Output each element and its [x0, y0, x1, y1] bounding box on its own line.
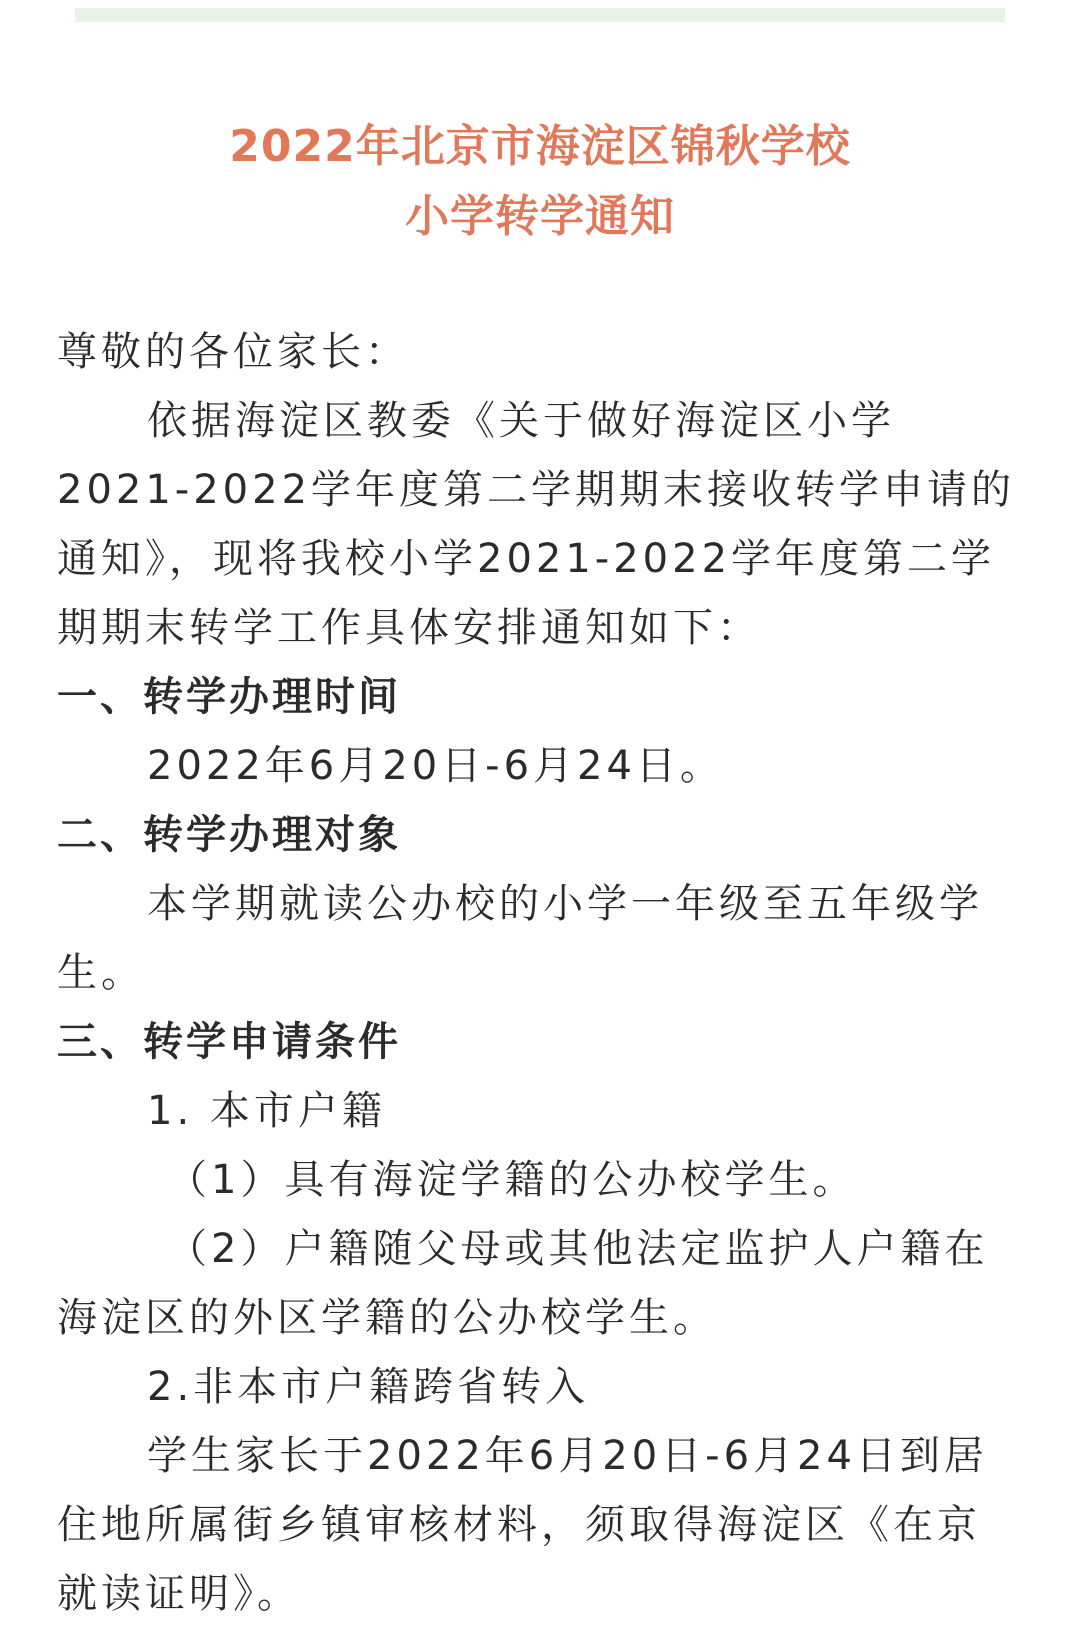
title-line-1: 2022年北京市海淀区锦秋学校 — [229, 121, 851, 172]
item-2-text: 学生家长于2022年6月20日-6月24日到居住地所属街乡镇审核材料，须取得海淀区《在京就读证明》。 — [57, 1433, 988, 1617]
top-divider-bar — [75, 8, 1005, 22]
section-2-heading: 二、转学办理对象 — [57, 812, 401, 858]
item-1-sub-2: （2）户籍随父母或其他法定监护人户籍在海淀区的外区学籍的公办校学生。 — [57, 1226, 989, 1341]
section-1-text: 2022年6月20日-6月24日。 — [147, 743, 724, 789]
notice-title — [0, 112, 1080, 252]
notice-body — [57, 318, 1023, 1629]
item-2-title: 2.非本市户籍跨省转入 — [147, 1364, 590, 1410]
intro-paragraph: 依据海淀区教委《关于做好海淀区小学2021-2022学年度第二学期期末接收转学申请的通知》，现将我校小学2021-2022学年度第二学期期末转学工作具体安排通知如下： — [57, 398, 1016, 651]
section-3-heading: 三、转学申请条件 — [57, 1019, 401, 1065]
section-2-text: 本学期就读公办校的小学一年级至五年级学生。 — [57, 881, 983, 996]
greeting: 尊敬的各位家长： — [57, 329, 409, 375]
item-1-title: 1. 本市户籍 — [147, 1088, 386, 1134]
section-1-heading: 一、转学办理时间 — [57, 674, 401, 720]
title-line-2: 小学转学通知 — [405, 191, 675, 242]
item-1-sub-1: （1）具有海淀学籍的公办校学生。 — [167, 1157, 857, 1203]
